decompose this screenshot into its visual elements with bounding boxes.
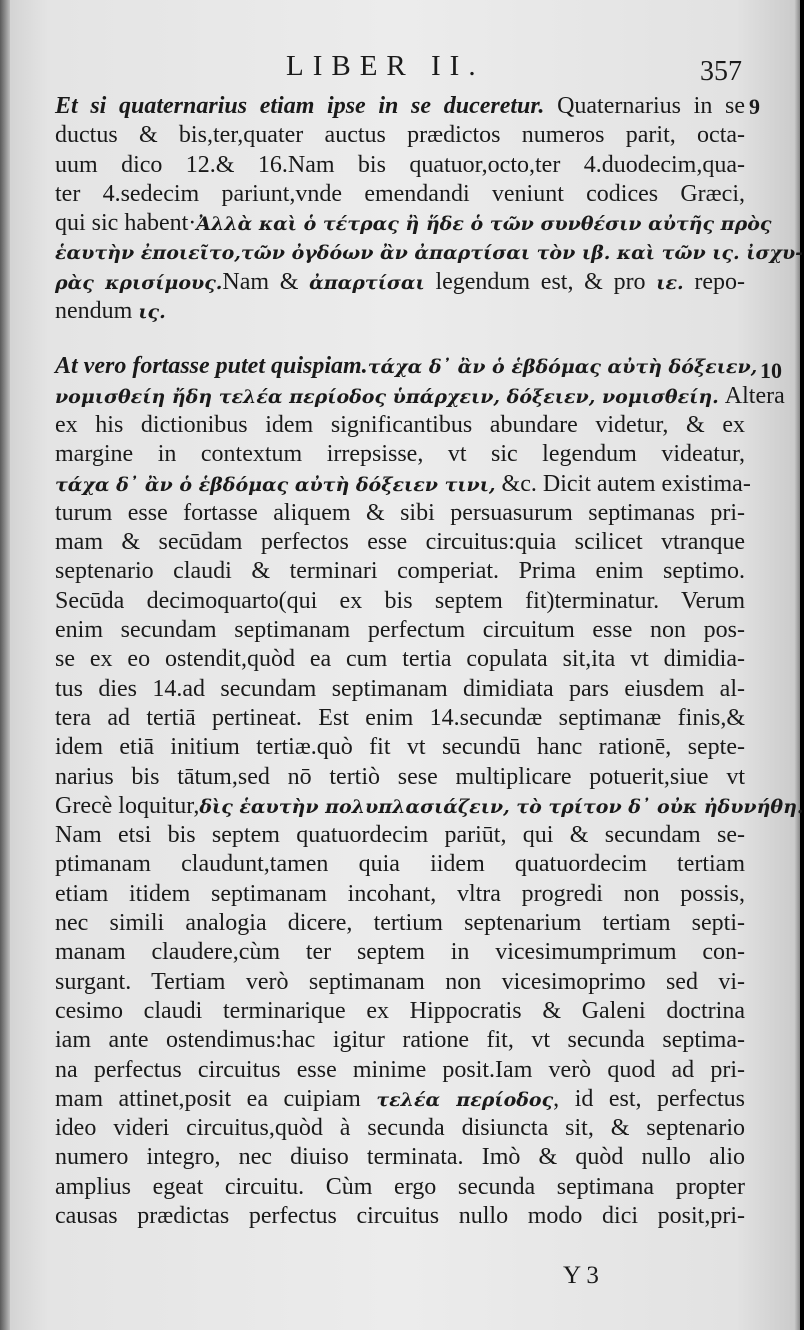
text-line	[55, 938, 745, 967]
section-gap	[55, 326, 745, 352]
latin-text: turum esse fortasse aliquem & sibi persuasurum septimanas pri-	[55, 499, 745, 526]
greek-text: δὶς ἑαυτὴν πολυπλασιάζειν, τὸ τρίτον δ᾽ οὐκ ἠδυνήθη.	[199, 795, 804, 818]
latin-text: ideo videri circuitus,quòd à secunda disiuncta sit, & septenario	[55, 1115, 745, 1142]
text-line	[55, 909, 745, 938]
latin-text: Quaternarius in se	[544, 93, 746, 119]
text-line	[55, 92, 745, 121]
greek-text: ἑαυτὴν ἐποιεῖτο,τῶν ὀγδόων ἂν ἀπαρτίσαι τὸν ιβ. καὶ τῶν ις. ἰσχυ-	[55, 242, 804, 265]
page-number: 357	[700, 56, 742, 87]
latin-text: na perfectus circuitus esse minime posit.Iam verò quod ad pri-	[55, 1056, 745, 1083]
running-title: LIBER II.	[286, 50, 485, 82]
text-line	[55, 209, 772, 238]
latin-text: surgant. Tertiam verò septimanam non vicesimoprimo sed vi-	[55, 968, 745, 995]
text-line	[55, 821, 745, 850]
margin-note-number: 9	[749, 94, 760, 119]
latin-text: numero integro, nec diuiso terminata. Imò & quòd nullo alio	[55, 1144, 745, 1171]
latin-text: mam attinet,posit ea cuipiam	[55, 1085, 377, 1112]
latin-text: , id est, perfectus	[553, 1085, 745, 1112]
latin-text: Grecè loquitur,	[55, 792, 200, 819]
running-head	[0, 50, 800, 90]
lemma-text: At vero fortasse putet quispiam.	[55, 353, 368, 380]
text-line	[55, 528, 745, 557]
text-line	[55, 704, 745, 733]
text-line	[55, 297, 745, 326]
text-line	[55, 733, 745, 762]
text-line	[55, 411, 745, 440]
latin-text: septenario claudi & terminari comperiat. Prima enim septimo.	[55, 558, 745, 585]
latin-text: uum dico 12.& 16.Nam bis quatuor,octo,ter 4.duodecim,qua-	[55, 151, 745, 178]
greek-text: Ἀλλὰ καὶ ὁ τέτρας ἢ ἥδε ὁ τῶν συνθέσιν αὐτῆς πρὸς	[196, 213, 772, 236]
latin-text: tera ad tertiā pertineat. Est enim 14.secundæ septimanæ finis,&	[55, 704, 745, 731]
text-line	[55, 1026, 745, 1055]
text-line	[55, 440, 745, 469]
latin-text: qui sic habent·	[55, 210, 197, 237]
latin-text: Nam etsi bis septem quatuordecim pariūt, qui & secundam se-	[55, 822, 745, 849]
text-line	[55, 1056, 745, 1085]
text-line	[55, 763, 745, 792]
text-line	[55, 675, 745, 704]
latin-text: narius bis tātum,sed nō tertiò sese multiplicare potuerit,siue vt	[55, 763, 745, 790]
latin-text: ductus & bis,ter,quater auctus prædictos numeros parit, octa-	[55, 122, 745, 149]
latin-text: causas prædictas perfectus circuitus nullo modo dici posit,pri-	[55, 1202, 745, 1229]
margin-note-number: 10	[760, 358, 782, 383]
latin-text: margine in contextum irrepsisse, vt sic legendum videatur,	[55, 441, 745, 468]
latin-text: Altera	[718, 382, 785, 409]
latin-text: iam ante ostendimus:hac igitur ratione fit, vt secunda septima-	[55, 1027, 745, 1054]
latin-text: cesimo claudi terminarique ex Hippocratis & Galeni doctrina	[55, 997, 745, 1024]
latin-text: ter 4.sedecim pariunt,vnde emendandi veniunt codices Græci,	[55, 180, 745, 207]
text-line	[55, 1114, 745, 1143]
latin-text: tus dies 14.ad secundam septimanam dimidiata pars eiusdem al-	[55, 675, 745, 702]
latin-text: Secūda decimoquarto(qui ex bis septem fit)terminatur. Verum	[55, 587, 745, 614]
text-line	[55, 616, 745, 645]
latin-text: legendum est, & pro	[424, 268, 657, 295]
latin-text: ex his dictionibus idem significantibus abundare videtur, & ex	[55, 411, 745, 438]
latin-text: ptimanam claudunt,tamen quia iidem quatuordecim tertiam	[55, 851, 745, 878]
text-line	[55, 352, 758, 381]
greek-text: ις.	[138, 301, 166, 324]
latin-text: mam & secūdam perfectos esse circuitus:quia scilicet vtranque	[55, 529, 745, 556]
greek-text: τάχα δ᾽ ἂν ὁ ἑβδόμας αὐτὴ δόξειεν,	[367, 356, 758, 379]
text-line	[55, 1202, 745, 1231]
text-line	[55, 645, 745, 674]
page-gutter-shadow	[0, 0, 10, 1330]
text-line	[55, 499, 745, 528]
text-line	[55, 382, 785, 411]
greek-text: ρὰς κρισίμους.	[55, 271, 223, 294]
greek-text: τελέα περίοδος	[376, 1088, 554, 1111]
text-line	[55, 968, 745, 997]
text-line	[55, 121, 745, 150]
greek-text: νομισθείη ἤδη τελέα περίοδος ὑπάρχειν, δόξειεν, νομισθείη.	[55, 385, 719, 408]
text-line	[55, 238, 804, 267]
text-line	[55, 1143, 745, 1172]
latin-text: enim secundam septimanam perfectum circuitum esse non pos-	[55, 617, 745, 644]
text-line	[55, 997, 745, 1026]
text-line	[55, 268, 745, 297]
text-line	[55, 180, 745, 209]
greek-text: ἀπαρτίσαι	[309, 271, 425, 294]
latin-text: etiam itidem septimanam incohant, vltra progredi non possis,	[55, 880, 745, 907]
latin-text: se ex eo ostendit,quòd ea cum tertia copulata sit,ita vt dimidia-	[55, 646, 745, 673]
greek-text: ιε.	[656, 271, 684, 294]
page-footer	[0, 1262, 800, 1296]
signature-mark: Y 3	[563, 1262, 599, 1289]
text-line	[55, 850, 745, 879]
latin-text: manam claudere,cùm ter septem in vicesimumprimum con-	[55, 939, 745, 966]
text-line	[55, 1085, 745, 1114]
text-line	[55, 792, 804, 821]
text-line	[55, 151, 745, 180]
latin-text: &c. Dicit autem existima-	[495, 470, 751, 497]
text-line	[55, 1173, 745, 1202]
text-line	[55, 470, 751, 499]
latin-text: idem etiā initium tertiæ.quò fit vt secundū hanc rationē, septe-	[55, 734, 745, 761]
latin-text: repo-	[683, 268, 745, 295]
lemma-text: Et si quaternarius etiam ipse in se duceretur.	[55, 93, 545, 119]
latin-text: nec simili analogia dicere, tertium septenarium tertiam septi-	[55, 910, 745, 937]
latin-text: amplius egeat circuitu. Cùm ergo secunda septimana propter	[55, 1173, 745, 1200]
latin-text: nendum	[55, 298, 139, 325]
page-edge-shadow	[794, 0, 800, 1330]
latin-text: Nam &	[222, 268, 310, 295]
text-line	[55, 587, 745, 616]
text-line	[55, 880, 745, 909]
text-line	[55, 557, 745, 586]
greek-text: τάχα δ᾽ ἂν ὁ ἑβδόμας αὐτὴ δόξειεν τινι,	[55, 473, 496, 496]
